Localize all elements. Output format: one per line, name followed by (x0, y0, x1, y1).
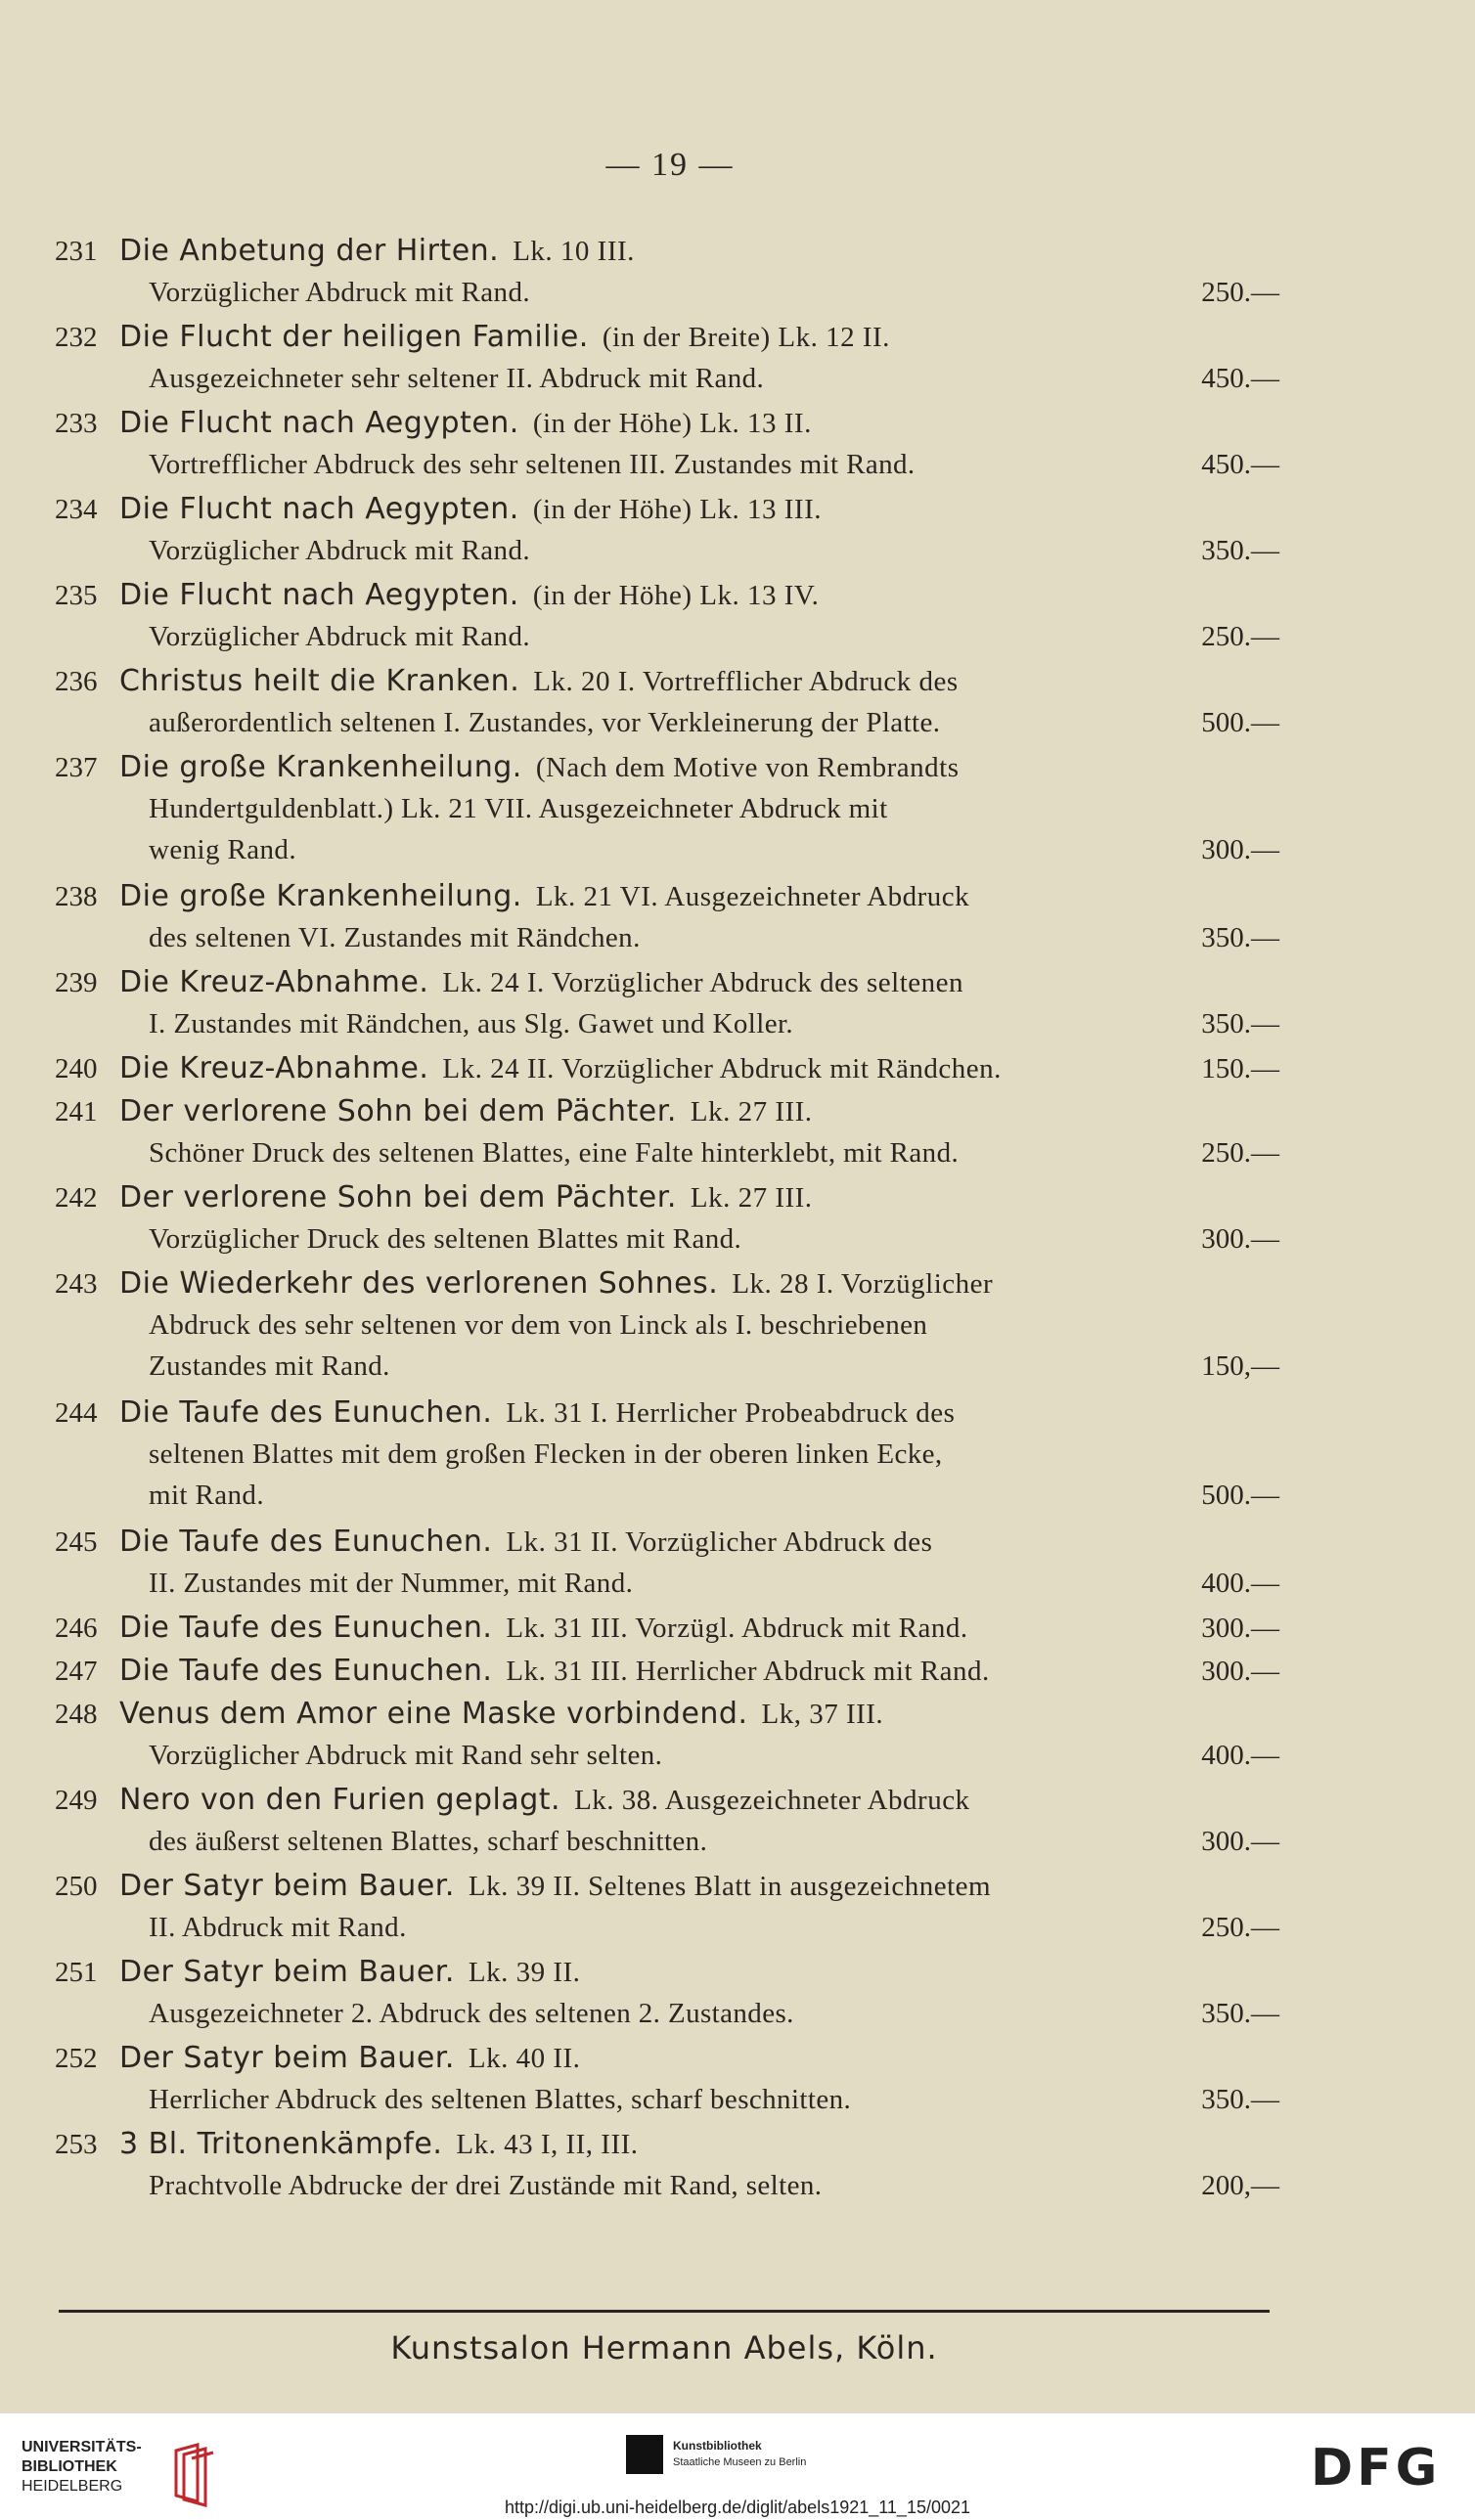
entry-description: II. Zustandes mit der Nummer, mit Rand. (149, 1568, 634, 1599)
entry-description-line (0, 1003, 1475, 1044)
catalogue-entry (0, 747, 1475, 876)
entry-description: Vorzüglicher Abdruck mit Rand. (149, 535, 531, 566)
entry-reference: (in der Höhe) Lk. 13 II. (532, 408, 812, 439)
entry-description: Schöner Druck des seltenen Blattes, eine Falte hinterklebt, mit Rand. (149, 1137, 960, 1169)
entry-number: 233 (55, 408, 98, 439)
entry-reference: Lk. 10 III. (513, 236, 635, 267)
entry-title (119, 231, 635, 272)
entry-price: 500.— (1201, 707, 1279, 738)
entry-price: 200,— (1201, 2170, 1279, 2201)
entry-price: 350.— (1201, 1008, 1279, 1039)
catalogue-entry (0, 1393, 1475, 1522)
entry-number: 249 (55, 1785, 98, 1816)
entry-number: 245 (55, 1526, 98, 1558)
entry-title-text: 3 Bl. Tritonenkämpfe. (119, 2127, 443, 2161)
catalogue-entry (0, 876, 1475, 962)
entry-number: 241 (55, 1096, 98, 1127)
entry-number: 240 (55, 1053, 98, 1084)
entry-title (119, 575, 819, 616)
entry-description-line (0, 917, 1475, 958)
entry-first-line (0, 1522, 1475, 1563)
entry-description: außerordentlich seltenen I. Zustandes, vor Verkleinerung der Platte. (149, 707, 941, 738)
entry-price: 300.— (1201, 1826, 1279, 1857)
entry-reference: Lk. 28 I. Vorzüglicher (732, 1268, 994, 1300)
source-url-link[interactable]: http://digi.ub.uni-heidelberg.de/diglit/abels1921_11_15/0021 (504, 2498, 971, 2517)
entry-price: 250.— (1201, 277, 1279, 308)
entry-reference: Lk. 31 II. Vorzüglicher Abdruck des (506, 1526, 933, 1558)
entry-number: 250 (55, 1871, 98, 1902)
entry-reference: Lk. 21 VI. Ausgezeichneter Abdruck (535, 881, 970, 912)
entry-price: 250.— (1201, 1137, 1279, 1169)
entry-title (119, 489, 822, 530)
catalogue-entry (0, 2124, 1475, 2210)
entry-title (119, 1952, 580, 1993)
entry-first-line (0, 1393, 1475, 1434)
entry-description: Abdruck des sehr seltenen vor dem von Linck als I. beschriebenen (149, 1309, 928, 1341)
viewer-bottom-bar (0, 2413, 1475, 2520)
catalogue-entry (0, 1694, 1475, 1780)
entry-title-text: Die Flucht nach Aegypten. (119, 406, 519, 440)
entry-reference: Lk. 39 II. (468, 1957, 581, 1988)
catalogue-entry (0, 1651, 1475, 1694)
entry-description: Vorzüglicher Abdruck mit Rand. (149, 621, 531, 652)
entry-description-line (0, 1132, 1475, 1173)
entry-description: Vorzüglicher Abdruck mit Rand sehr selten. (149, 1740, 663, 1771)
catalogue-entry (0, 1780, 1475, 1866)
catalogue-entry (0, 1263, 1475, 1393)
entry-reference: Lk. 24 I. Vorzüglicher Abdruck des seltenen (442, 967, 963, 998)
entry-description-line (0, 702, 1475, 743)
entry-number: 248 (55, 1699, 98, 1730)
entry-title (119, 661, 959, 702)
entry-price: 450.— (1201, 363, 1279, 394)
entry-number: 231 (55, 236, 98, 267)
entry-title (119, 962, 963, 1003)
catalogue-entry (0, 661, 1475, 747)
entry-description: Zustandes mit Rand. (149, 1350, 390, 1382)
entry-title (119, 1608, 968, 1649)
entry-description-line (0, 829, 1475, 870)
entry-description: des äußerst seltenen Blattes, scharf beschnitten. (149, 1826, 708, 1857)
entry-first-line (0, 1866, 1475, 1907)
entry-price: 400.— (1201, 1568, 1279, 1599)
dfg-logo[interactable]: DFG (1311, 2439, 1442, 2498)
entry-description-line (0, 272, 1475, 313)
entry-title-text: Die Taufe des Eunuchen. (119, 1395, 493, 1430)
entry-number: 247 (55, 1656, 98, 1687)
entry-description-line (0, 1563, 1475, 1604)
entry-number: 232 (55, 322, 98, 353)
entry-description-line (0, 788, 1475, 829)
entry-description-line (0, 1434, 1475, 1475)
entry-reference: (in der Höhe) Lk. 13 III. (532, 494, 822, 525)
catalogue-entry (0, 1177, 1475, 1263)
entry-description-line (0, 1907, 1475, 1948)
entry-first-line (0, 876, 1475, 917)
entry-title (119, 1091, 813, 1132)
entry-title-text: Die Kreuz-Abnahme. (119, 1051, 429, 1085)
catalogue-entry (0, 1608, 1475, 1651)
entry-number: 237 (55, 752, 98, 783)
catalogue-entry (0, 1091, 1475, 1177)
entry-description-line (0, 530, 1475, 571)
catalogue-entry (0, 575, 1475, 661)
entry-title (119, 876, 969, 917)
entry-price: 150.— (1201, 1053, 1279, 1084)
kunstbibliothek-logo[interactable] (626, 2431, 880, 2478)
entry-number: 242 (55, 1182, 98, 1214)
entry-number: 246 (55, 1613, 98, 1644)
entry-first-line (0, 575, 1475, 616)
catalogue-entry (0, 962, 1475, 1048)
catalogue-list (0, 231, 1475, 2210)
entry-description: Prachtvolle Abdrucke der drei Zustände mit Rand, selten. (149, 2170, 823, 2201)
entry-title-text: Die Flucht nach Aegypten. (119, 492, 519, 526)
catalogue-entry (0, 403, 1475, 489)
entry-number: 234 (55, 494, 98, 525)
entry-description: Vortrefflicher Abdruck des sehr seltenen III. Zustandes mit Rand. (149, 449, 916, 480)
entry-reference: Lk. 27 III. (690, 1096, 813, 1127)
entry-first-line (0, 1177, 1475, 1218)
entry-title (119, 747, 960, 788)
entry-title-text: Die Taufe des Eunuchen. (119, 1525, 493, 1559)
entry-description: Vorzüglicher Abdruck mit Rand. (149, 277, 531, 308)
entry-number: 252 (55, 2043, 98, 2074)
entry-first-line (0, 1048, 1475, 1089)
page-number: — 19 — (605, 147, 735, 183)
entry-description-line (0, 1304, 1475, 1346)
catalogue-entry (0, 231, 1475, 317)
entry-reference: Lk. 31 III. Herrlicher Abdruck mit Rand. (506, 1656, 990, 1687)
entry-reference: Lk. 39 II. Seltenes Blatt in ausgezeichnetem (468, 1871, 992, 1902)
entry-title-text: Die Wiederkehr des verlorenen Sohnes. (119, 1266, 719, 1301)
entry-first-line (0, 1651, 1475, 1692)
entry-title-text: Die Taufe des Eunuchen. (119, 1654, 493, 1688)
entry-title (119, 1393, 955, 1434)
university-logo-line-1: UNIVERSITÄTS- (22, 2439, 142, 2455)
entry-first-line (0, 489, 1475, 530)
entry-price: 350.— (1201, 2084, 1279, 2115)
entry-description-line (0, 616, 1475, 657)
footer-rule (59, 2310, 1270, 2313)
entry-price: 350.— (1201, 922, 1279, 953)
entry-title-text: Die Flucht nach Aegypten. (119, 578, 519, 612)
entry-description-line (0, 358, 1475, 399)
entry-first-line (0, 1091, 1475, 1132)
kunstbibliothek-subtitle: Staatliche Museen zu Berlin (673, 2456, 807, 2468)
catalogue-entry (0, 317, 1475, 403)
entry-description-line (0, 1346, 1475, 1387)
entry-first-line (0, 747, 1475, 788)
entry-reference: (Nach dem Motive von Rembrandts (535, 752, 960, 783)
entry-title (119, 2038, 580, 2079)
entry-reference: Lk. 27 III. (690, 1182, 813, 1214)
entry-number: 251 (55, 1957, 98, 1988)
entry-description: Hundertguldenblatt.) Lk. 21 VII. Ausgezeichneter Abdruck mit (149, 793, 888, 824)
entry-description-line (0, 2079, 1475, 2120)
university-logo-line-2: BIBLIOTHEK (22, 2458, 117, 2475)
entry-title-text: Der verlorene Sohn bei dem Pächter. (119, 1094, 677, 1128)
entry-number: 239 (55, 967, 98, 998)
entry-first-line (0, 661, 1475, 702)
entry-description-line (0, 1735, 1475, 1776)
entry-price: 300.— (1201, 1656, 1279, 1687)
entry-number: 235 (55, 580, 98, 611)
entry-price: 450.— (1201, 449, 1279, 480)
entry-first-line (0, 962, 1475, 1003)
entry-reference: Lk. 38. Ausgezeichneter Abdruck (574, 1785, 970, 1816)
entry-price: 150,— (1201, 1350, 1279, 1382)
entry-title-text: Der verlorene Sohn bei dem Pächter. (119, 1180, 677, 1215)
entry-price: 300.— (1201, 834, 1279, 865)
entry-description: Herrlicher Abdruck des seltenen Blattes, scharf beschnitten. (149, 2084, 852, 2115)
entry-title (119, 1694, 883, 1735)
entry-title (119, 1780, 970, 1821)
entry-reference: Lk. 24 II. Vorzüglicher Abdruck mit Rändchen. (442, 1053, 1002, 1084)
entry-title-text: Die Flucht der heiligen Familie. (119, 320, 589, 354)
entry-price: 350.— (1201, 535, 1279, 566)
entry-first-line (0, 2124, 1475, 2165)
entry-price: 300.— (1201, 1223, 1279, 1255)
entry-title-text: Christus heilt die Kranken. (119, 664, 520, 698)
entry-reference: Lk. 20 I. Vortrefflicher Abdruck des (533, 666, 959, 697)
entry-title (119, 403, 812, 444)
entry-description: des seltenen VI. Zustandes mit Rändchen. (149, 922, 641, 953)
entry-title (119, 1263, 993, 1304)
entry-price: 350.— (1201, 1998, 1279, 2029)
entry-title (119, 1651, 990, 1692)
entry-description-line (0, 2165, 1475, 2206)
catalogue-entry (0, 1522, 1475, 1608)
catalogue-entry (0, 2038, 1475, 2124)
entry-first-line (0, 1780, 1475, 1821)
entry-title-text: Die Kreuz-Abnahme. (119, 965, 429, 999)
entry-title (119, 1866, 991, 1907)
entry-description: II. Abdruck mit Rand. (149, 1912, 407, 1943)
entry-first-line (0, 403, 1475, 444)
entry-description-line (0, 1475, 1475, 1516)
entry-reference: Lk, 37 III. (761, 1699, 884, 1730)
entry-title (119, 2124, 639, 2165)
entry-first-line (0, 231, 1475, 272)
entry-number: 244 (55, 1397, 98, 1429)
entry-title-text: Venus dem Amor eine Maske vorbindend. (119, 1697, 748, 1731)
entry-first-line (0, 1608, 1475, 1649)
entry-reference: (in der Höhe) Lk. 13 IV. (532, 580, 820, 611)
entry-first-line (0, 1694, 1475, 1735)
entry-description-line (0, 1218, 1475, 1260)
entry-first-line (0, 317, 1475, 358)
catalogue-entry (0, 1952, 1475, 2038)
entry-description: I. Zustandes mit Rändchen, aus Slg. Gawet und Koller. (149, 1008, 794, 1039)
entry-price: 300.— (1201, 1613, 1279, 1644)
entry-description: Ausgezeichneter 2. Abdruck des seltenen 2. Zustandes. (149, 1998, 794, 2029)
entry-title (119, 1177, 813, 1218)
entry-reference: Lk. 31 III. Vorzügl. Abdruck mit Rand. (506, 1613, 968, 1644)
entry-title (119, 1522, 932, 1563)
catalogue-entry (0, 1048, 1475, 1091)
kunstbibliothek-name: Kunstbibliothek (673, 2439, 762, 2453)
catalogue-entry (0, 489, 1475, 575)
entry-description: seltenen Blattes mit dem großen Flecken in der oberen linken Ecke, (149, 1438, 943, 1470)
entry-number: 253 (55, 2129, 98, 2160)
entry-description: Ausgezeichneter sehr seltener II. Abdruck mit Rand. (149, 363, 765, 394)
entry-number: 236 (55, 666, 98, 697)
entry-title-text: Der Satyr beim Bauer. (119, 1869, 455, 1903)
catalogue-entry (0, 1866, 1475, 1952)
kunstbibliothek-emblem-icon (626, 2435, 663, 2474)
entry-title-text: Nero von den Furien geplagt. (119, 1783, 561, 1817)
entry-price: 250.— (1201, 621, 1279, 652)
entry-title-text: Der Satyr beim Bauer. (119, 2041, 455, 2075)
entry-reference: Lk. 43 I, II, III. (456, 2129, 639, 2160)
entry-reference: (in der Breite) Lk. 12 II. (602, 322, 890, 353)
entry-description: wenig Rand. (149, 834, 296, 865)
university-logo-line-3: HEIDELBERG (22, 2478, 123, 2495)
entry-first-line (0, 1952, 1475, 1993)
entry-title (119, 317, 890, 358)
entry-description-line (0, 444, 1475, 485)
entry-description-line (0, 1821, 1475, 1862)
entry-title (119, 1048, 1002, 1089)
entry-reference: Lk. 40 II. (468, 2043, 581, 2074)
entry-description: Vorzüglicher Druck des seltenen Blattes mit Rand. (149, 1223, 742, 1255)
entry-title-text: Die Anbetung der Hirten. (119, 234, 500, 268)
footer-publisher: Kunstsalon Hermann Abels, Köln. (390, 2329, 938, 2366)
entry-price: 250.— (1201, 1912, 1279, 1943)
entry-title-text: Die große Krankenheilung. (119, 750, 522, 784)
entry-number: 243 (55, 1268, 98, 1300)
entry-price: 500.— (1201, 1480, 1279, 1511)
entry-first-line (0, 1263, 1475, 1304)
entry-price: 400.— (1201, 1740, 1279, 1771)
entry-reference: Lk. 31 I. Herrlicher Probeabdruck des (506, 1397, 956, 1429)
entry-title-text: Der Satyr beim Bauer. (119, 1955, 455, 1989)
entry-description: mit Rand. (149, 1480, 264, 1511)
entry-title-text: Die Taufe des Eunuchen. (119, 1611, 493, 1645)
entry-title-text: Die große Krankenheilung. (119, 879, 522, 913)
entry-number: 238 (55, 881, 98, 912)
entry-description-line (0, 1993, 1475, 2034)
entry-first-line (0, 2038, 1475, 2079)
